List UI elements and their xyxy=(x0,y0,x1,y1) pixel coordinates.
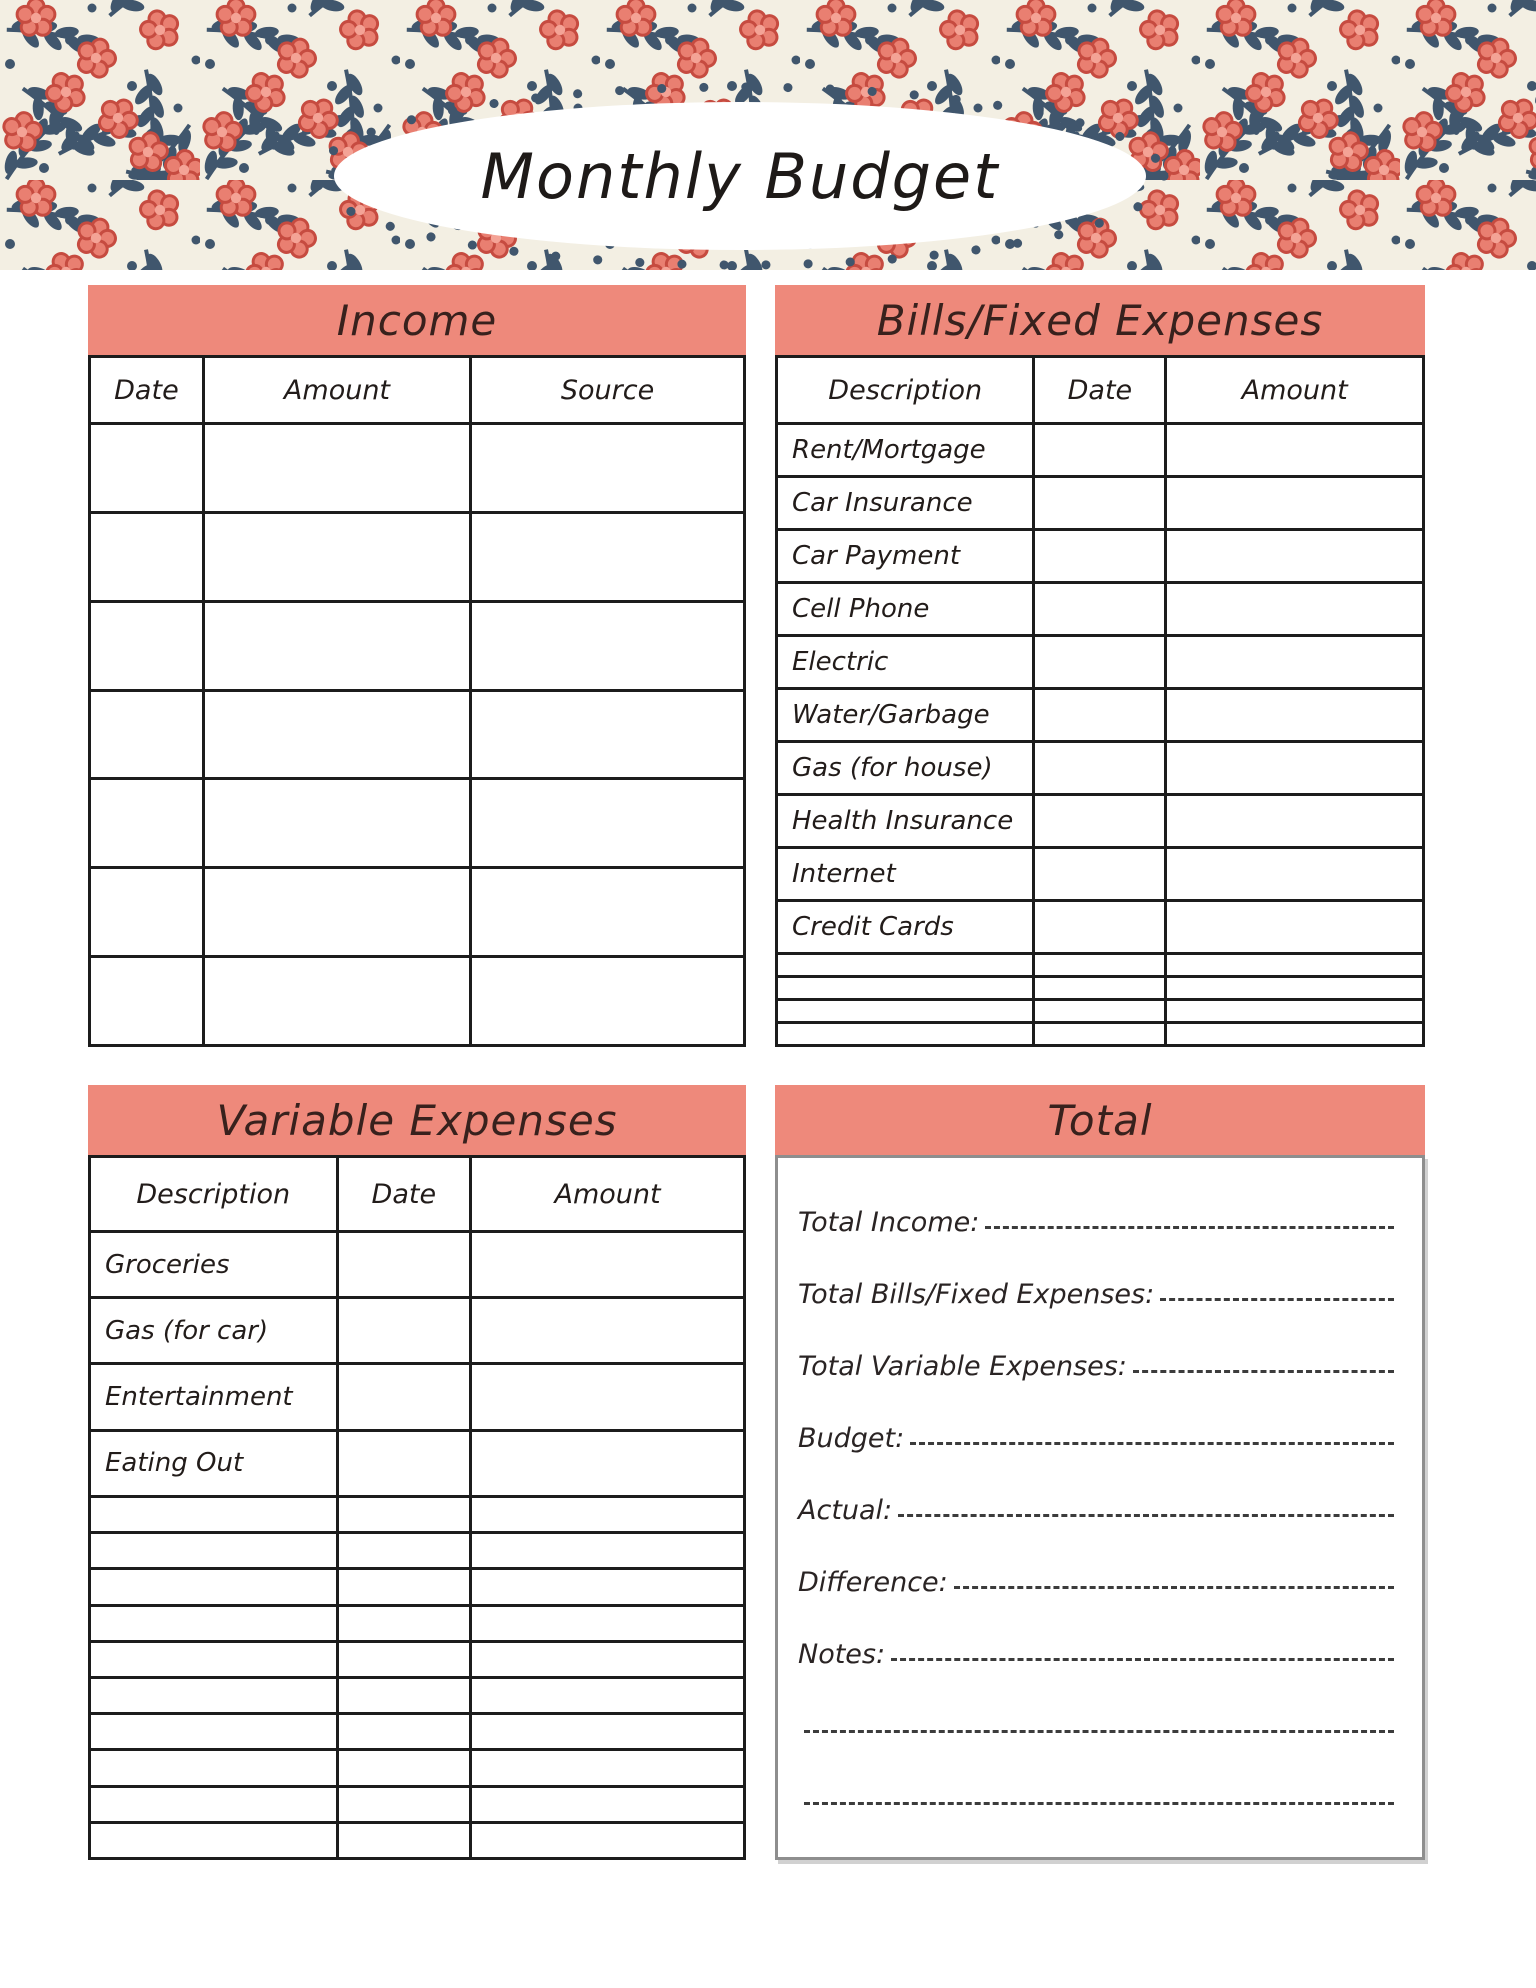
income-cell xyxy=(202,780,469,866)
variable-cell xyxy=(336,1534,470,1567)
variable-cell xyxy=(336,1679,470,1712)
bills-row xyxy=(778,975,1422,998)
variable-row xyxy=(91,1785,743,1821)
bills-column-header: Description xyxy=(828,374,983,406)
income-row xyxy=(91,777,743,866)
total-line xyxy=(798,1454,1396,1526)
bills-row xyxy=(778,793,1422,846)
variable-row xyxy=(91,1567,743,1603)
bills-cell xyxy=(778,955,1032,975)
income-cell xyxy=(91,780,202,866)
variable-expenses-table xyxy=(88,1155,746,1860)
bills-cell xyxy=(1032,690,1164,740)
bills-cell xyxy=(1032,978,1164,998)
total-line-fill xyxy=(804,1730,1394,1733)
variable-header-row xyxy=(91,1158,743,1230)
bills-column-header: Amount xyxy=(1164,358,1422,422)
variable-row xyxy=(91,1230,743,1296)
income-cell xyxy=(91,692,202,778)
variable-row xyxy=(91,1748,743,1784)
variable-cell xyxy=(91,1570,336,1603)
total-line xyxy=(798,1598,1396,1670)
variable-cell xyxy=(336,1365,470,1428)
income-table xyxy=(88,355,746,1047)
variable-cell xyxy=(336,1233,470,1296)
total-line xyxy=(798,1238,1396,1310)
bills-cell xyxy=(1032,531,1164,581)
bills-row xyxy=(778,581,1422,634)
bills-row xyxy=(778,952,1422,975)
bills-cell xyxy=(1164,796,1422,846)
bills-row xyxy=(778,846,1422,899)
variable-cell xyxy=(91,1824,336,1857)
bills-cell xyxy=(1032,1024,1164,1044)
bills-section xyxy=(775,285,1425,1047)
variable-cell xyxy=(469,1643,743,1676)
income-row xyxy=(91,955,743,1044)
bills-cell xyxy=(1164,584,1422,634)
total-line-fill xyxy=(985,1226,1394,1229)
total-line xyxy=(798,1382,1396,1454)
bills-cell xyxy=(1164,978,1422,998)
variable-row xyxy=(91,1604,743,1640)
bills-row xyxy=(778,528,1422,581)
total-section-header: Total xyxy=(775,1085,1425,1155)
bills-cell xyxy=(1164,1024,1422,1044)
variable-cell xyxy=(469,1788,743,1821)
bills-row xyxy=(778,998,1422,1021)
variable-description-cell: Eating Out xyxy=(105,1448,244,1479)
variable-row xyxy=(91,1640,743,1676)
variable-expenses-section xyxy=(88,1085,746,1860)
variable-cell xyxy=(336,1788,470,1821)
income-cell xyxy=(469,958,743,1044)
income-header-row xyxy=(91,358,743,422)
variable-cell xyxy=(91,1715,336,1748)
income-column-header: Source xyxy=(469,358,743,422)
variable-cell xyxy=(91,1498,336,1531)
variable-description-cell: Gas (for car) xyxy=(105,1315,269,1346)
variable-row xyxy=(91,1676,743,1712)
income-column-header: Amount xyxy=(202,358,469,422)
total-line-fill xyxy=(898,1514,1394,1517)
variable-cell xyxy=(469,1751,743,1784)
total-blank-line xyxy=(798,1742,1396,1814)
total-line-fill xyxy=(1160,1298,1394,1301)
variable-row xyxy=(91,1821,743,1857)
variable-cell xyxy=(336,1824,470,1857)
total-blank-line xyxy=(798,1670,1396,1742)
variable-row xyxy=(91,1712,743,1748)
total-line-fill xyxy=(1133,1370,1394,1373)
variable-cell xyxy=(336,1643,470,1676)
variable-row xyxy=(91,1296,743,1362)
variable-cell xyxy=(91,1751,336,1784)
income-cell xyxy=(91,869,202,955)
income-row xyxy=(91,422,743,511)
variable-cell xyxy=(469,1715,743,1748)
variable-cell xyxy=(469,1432,743,1495)
income-section xyxy=(88,285,746,1047)
total-line-label: Total Income: xyxy=(798,1207,980,1238)
total-line-label: Actual: xyxy=(798,1495,893,1526)
variable-cell xyxy=(336,1607,470,1640)
variable-cell xyxy=(469,1570,743,1603)
bills-cell xyxy=(1164,902,1422,952)
income-cell xyxy=(469,780,743,866)
bills-description-cell: Electric xyxy=(792,647,889,677)
bills-row xyxy=(778,1021,1422,1044)
total-line xyxy=(798,1526,1396,1598)
bills-row xyxy=(778,422,1422,475)
variable-cell xyxy=(469,1233,743,1296)
bills-row xyxy=(778,740,1422,793)
bills-section-header: Bills/Fixed Expenses xyxy=(775,285,1425,355)
bills-cell xyxy=(1164,637,1422,687)
bills-description-cell: Internet xyxy=(792,859,896,889)
income-cell xyxy=(202,692,469,778)
bills-cell xyxy=(1164,425,1422,475)
bills-table xyxy=(775,355,1425,1047)
variable-cell xyxy=(469,1607,743,1640)
income-cell xyxy=(469,692,743,778)
income-cell xyxy=(202,603,469,689)
total-line-fill xyxy=(910,1442,1394,1445)
total-line xyxy=(798,1310,1396,1382)
bills-row xyxy=(778,634,1422,687)
variable-cell xyxy=(336,1751,470,1784)
total-line-label: Difference: xyxy=(798,1567,948,1598)
bills-cell xyxy=(1032,584,1164,634)
total-line xyxy=(798,1166,1396,1238)
income-cell xyxy=(202,425,469,511)
variable-cell xyxy=(91,1788,336,1821)
bills-cell xyxy=(1032,425,1164,475)
variable-row xyxy=(91,1495,743,1531)
variable-cell xyxy=(336,1715,470,1748)
floral-banner xyxy=(0,0,1536,270)
bills-cell xyxy=(1164,1001,1422,1021)
variable-cell xyxy=(469,1534,743,1567)
variable-column-header: Date xyxy=(336,1158,470,1230)
variable-row xyxy=(91,1429,743,1495)
income-cell xyxy=(91,603,202,689)
variable-description-cell: Entertainment xyxy=(105,1382,293,1413)
income-row xyxy=(91,689,743,778)
income-cell xyxy=(91,514,202,600)
variable-column-header: Amount xyxy=(469,1158,743,1230)
variable-cell xyxy=(469,1365,743,1428)
total-line-fill xyxy=(891,1658,1394,1661)
total-line-label: Total Bills/Fixed Expenses: xyxy=(798,1279,1155,1310)
total-section xyxy=(775,1085,1425,1860)
bills-cell xyxy=(1032,902,1164,952)
bills-description-cell: Cell Phone xyxy=(792,594,930,624)
bills-row xyxy=(778,687,1422,740)
income-cell xyxy=(202,514,469,600)
total-line-label: Total Variable Expenses: xyxy=(798,1351,1127,1382)
bills-description-cell: Gas (for house) xyxy=(792,753,993,783)
bills-cell xyxy=(1032,478,1164,528)
income-section-header: Income xyxy=(88,285,746,355)
variable-cell xyxy=(91,1643,336,1676)
variable-description-cell: Groceries xyxy=(105,1249,230,1280)
bills-description-cell: Rent/Mortgage xyxy=(792,435,986,465)
income-cell xyxy=(91,425,202,511)
income-cell xyxy=(91,958,202,1044)
income-cell xyxy=(469,425,743,511)
variable-row xyxy=(91,1531,743,1567)
bills-cell xyxy=(778,978,1032,998)
income-cell xyxy=(202,869,469,955)
bills-description-cell: Car Insurance xyxy=(792,488,973,518)
total-line-fill xyxy=(954,1586,1394,1589)
variable-cell xyxy=(336,1498,470,1531)
variable-cell xyxy=(336,1432,470,1495)
income-row xyxy=(91,866,743,955)
bills-cell xyxy=(1032,743,1164,793)
bills-description-cell: Credit Cards xyxy=(792,912,954,942)
total-line-label: Notes: xyxy=(798,1639,886,1670)
bills-cell xyxy=(778,1001,1032,1021)
income-cell xyxy=(469,514,743,600)
bills-cell xyxy=(1164,743,1422,793)
variable-cell xyxy=(469,1679,743,1712)
income-cell xyxy=(202,958,469,1044)
variable-cell xyxy=(336,1570,470,1603)
bills-cell xyxy=(1032,955,1164,975)
bills-cell xyxy=(1032,1001,1164,1021)
bills-cell xyxy=(1164,531,1422,581)
income-cell xyxy=(469,869,743,955)
income-row xyxy=(91,511,743,600)
variable-cell xyxy=(91,1607,336,1640)
variable-column-header: Description xyxy=(136,1178,291,1210)
bills-header-row xyxy=(778,358,1422,422)
bills-row xyxy=(778,899,1422,952)
total-line-fill xyxy=(804,1802,1394,1805)
variable-cell xyxy=(91,1534,336,1567)
page-title: Monthly Budget xyxy=(480,139,1000,213)
income-column-header: Date xyxy=(114,374,179,406)
bills-description-cell: Car Payment xyxy=(792,541,961,571)
bills-cell xyxy=(1164,849,1422,899)
total-box xyxy=(775,1155,1425,1860)
total-line-label: Budget: xyxy=(798,1423,905,1454)
variable-cell xyxy=(469,1498,743,1531)
bills-cell xyxy=(1164,955,1422,975)
variable-expenses-section-header: Variable Expenses xyxy=(88,1085,746,1155)
variable-cell xyxy=(336,1299,470,1362)
bills-cell xyxy=(1032,796,1164,846)
income-row xyxy=(91,600,743,689)
bills-column-header: Date xyxy=(1032,358,1164,422)
bills-cell xyxy=(1164,690,1422,740)
bills-description-cell: Water/Garbage xyxy=(792,700,990,730)
bills-description-cell: Health Insurance xyxy=(792,806,1014,836)
variable-cell xyxy=(469,1299,743,1362)
variable-row xyxy=(91,1362,743,1428)
income-cell xyxy=(469,603,743,689)
bills-row xyxy=(778,475,1422,528)
bills-cell xyxy=(1032,637,1164,687)
bills-cell xyxy=(1032,849,1164,899)
bills-cell xyxy=(778,1024,1032,1044)
variable-cell xyxy=(469,1824,743,1857)
bills-cell xyxy=(1164,478,1422,528)
variable-cell xyxy=(91,1679,336,1712)
